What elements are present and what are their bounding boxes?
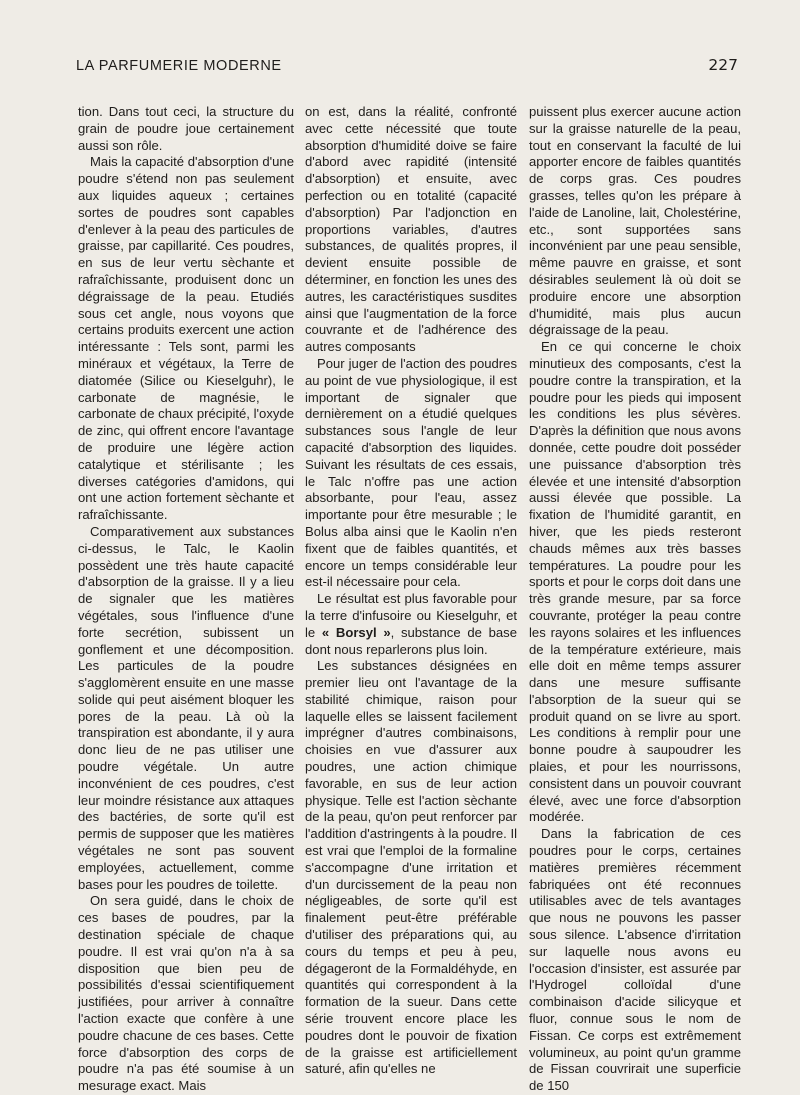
paragraph: Mais la capacité d'absorption d'une poudre s'étend non pas seulement aux liquides aqueux ; certaines sortes de poudres sont capables d'enlever à la peau des particules de graisse, par capillarité. Ces poudres, en sus de leur vertu sèchante et rafraîchissante, produisent donc un dégraissage de la peau. Etudiés sous cet angle, nous voyons que certains produits exercent une action intéressante : Tels sont, parmi les minéraux et végétaux, la Terre de diatomée (Silice ou Kieselguhr), le carbonate de magnésie, le carbonate de chaux précipité, l'oxyde de zinc, qui offrent encore l'avantage de produire une légère action catalytique et stérilisante ; les diverses catégories d'amidons, qui ont une action fortement sèchante et rafraîchissante.	[78, 154, 294, 523]
text-column-3	[529, 104, 741, 1095]
paragraph: on est, dans la réalité, confronté avec cette nécessité que toute absorption d'humidité doive se faire d'abord avec rapidité (intensité d'absorption) et ensuite, avec perfection ou en totalité (capacité d'absorption) Par l'adjonction en proportions variables, d'autres substances, de qualités propres, il devient ensuite possible de déterminer, en fonction les unes des autres, les caractéristiques susdites ainsi que l'augmentation de la force couvrante et de l'adhérence des autres composants	[305, 104, 517, 355]
paragraph	[305, 591, 517, 658]
text-column-1	[78, 104, 294, 1095]
paragraph: tion. Dans tout ceci, la structure du grain de poudre joue certainement aussi son rôle.	[78, 104, 294, 153]
paragraph-text: , substance de base dont nous reparlerons plus loin.	[305, 624, 517, 657]
paragraph: Comparativement aux substances ci-dessus, le Talc, le Kaolin possèdent une très haute capacité d'absorption de la graisse. Il y a lieu de signaler que les matières végétales, sous l'influence d'une forte secrétion, subissent un gonflement et une décomposition. Les particules de la poudre s'agglomèrent ensuite en une masse solide qui peut aisément bloquer les pores de la peau. Là où la transpiration est abondante, il y aura donc lieu de ne pas utiliser une poudre végétale. Un autre inconvénient de ces poudres, c'est leur moindre résistance aux attaques des bactéries, de sorte qu'il est permis de supposer que les matières végétales ne sont pas souvent employées, actuellement, comme bases pour les poudres de toilette.	[78, 523, 294, 892]
paragraph: On sera guidé, dans le choix de ces bases de poudres, par la destination spéciale de chaque poudre. Il est vrai qu'on n'a à sa disposition que bien peu de possibilités d'essai scientifiquement justifiées, pour arriver à connaître l'action exacte que confère à une poudre chacune de ces bases. Cette force d'absorption des corps de poudre n'a pas été soumise à un mesurage exact. Mais	[78, 893, 294, 1094]
paragraph: Pour juger de l'action des poudres au point de vue physiologique, il est important de signaler que dernièrement on a étudié quelques substances sous l'angle de leur capacité d'absorption des liquides. Suivant les résultats de ces essais, le Talc n'offre pas une action absorbante, pour l'eau, assez importante pour être mesurable ; le Bolus alba ainsi que le Kaolin n'en fixent que de faibles quantités, et encore un temps considérable leur est-il nécessaire pour cela.	[305, 355, 517, 590]
running-header	[76, 58, 738, 82]
page-number: 227	[708, 56, 738, 74]
paragraph-text: Le résultat est plus favorable pour la terre d'infusoire ou Kieselguhr, et le	[305, 591, 517, 640]
journal-title: LA PARFUMERIE MODERNE	[76, 58, 282, 74]
paragraph: En ce qui concerne le choix minutieux des composants, c'est la poudre contre la transpiration, et la poudre pour les pieds qui imposent les conditions les plus sévères. D'après la définition que nous avons donnée, cette poudre doit posséder une puissance d'absorption très élevée et une intensité d'absorption aussi élevée que possible. La fixation de l'humidité garantit, en hiver, que les pieds resteront chauds mêmes aux très basses températures. La poudre pour les sports et pour le corps doit dans une très grande mesure, par sa force couvrante, protéger la peau contre les rayons solaires et les influences de la température extérieure, mais elle doit en même temps assurer dans une mesure suffisante l'absorption de la sueur qui se produit quand on se livre au sport. Les conditions à remplir pour une bonne poudre à saupoudrer les plaies, et pour les nourrissons, consistent dans un pouvoir couvrant élevé, avec une force d'absorption modérée.	[529, 339, 741, 825]
text-column-2	[305, 104, 517, 1078]
paragraph: Les substances désignées en premier lieu ont l'avantage de la stabilité chimique, raison pour laquelle elles se laissent facilement imprégner d'autres combinaisons, choisies en vue d'assurer aux poudres, une action chimique favorable, en sus de leur action physique. Telle est l'action sèchante de la peau, qu'on peut renforcer par l'addition d'astringents à la poudre. Il est vrai que l'emploi de la formaline s'accompagne d'une irritation et d'un durcissement de la peau non négligeables, de sorte qu'il est finalement peut-être préférable d'utiliser des préparations qui, au cours du temps et peu à peu, dégageront de la Formaldéhyde, en quantités qui correspondent à la formation de la sueur. Dans cette série trouvent encore place les poudres dont le pouvoir de fixation de la graisse est artificiellement saturé, afin qu'elles ne	[305, 658, 517, 1077]
borsyl-product-name: « Borsyl »	[321, 624, 391, 640]
paragraph: puissent plus exercer aucune action sur la graisse naturelle de la peau, tout en conservant la faculté de lui apporter encore de faibles quantités de corps gras. Ces poudres grasses, telles qu'on les prépare à l'aide de Lanoline, lait, Cholestérine, etc., sont supportées sans inconvénient par une peau sensible, même pauvre en graisse, et sont désirables seulement là où doit se produire encore une absorption d'humidité, mais plus aucun dégraissage de la peau.	[529, 104, 741, 338]
paragraph: Dans la fabrication de ces poudres pour le corps, certaines matières premières récemment fabriquées ont été reconnues utilisables avec de tels avantages que nous ne pouvons les passer sous silence. L'absence d'irritation sur laquelle nous avons eu l'occasion d'insister, est assurée par l'Hydrogel colloïdal d'une combinaison d'acide silicyque et fluor, connue sous le nom de Fissan. Ce corps est extrêmement volumineux, au point qu'un gramme de Fissan couvrirait une superficie de 150	[529, 826, 741, 1094]
